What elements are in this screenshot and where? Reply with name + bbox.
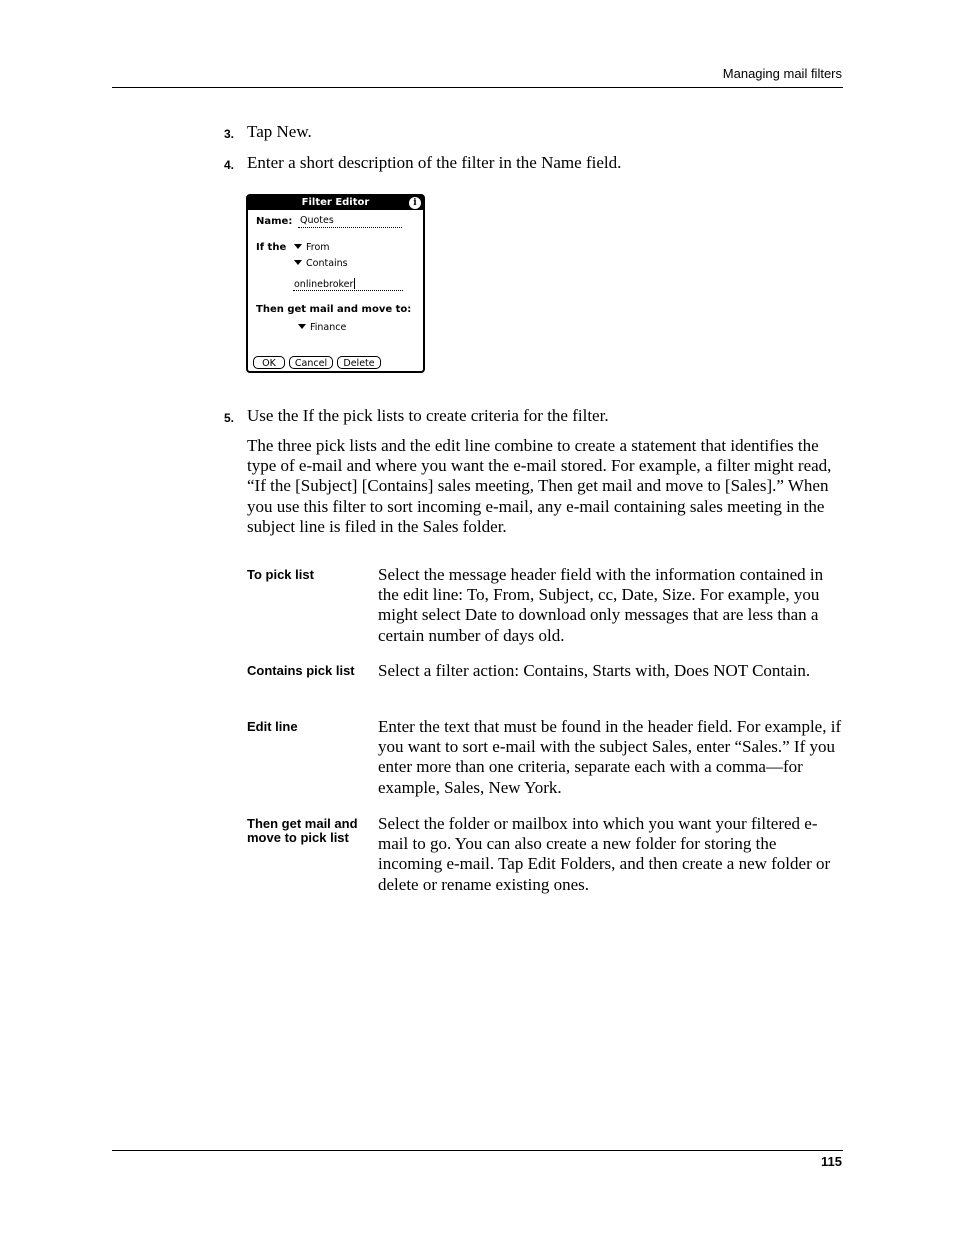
step-number: 3. <box>224 127 235 141</box>
definition-term: Edit line <box>247 719 298 734</box>
if-the-label: If the <box>256 242 287 253</box>
definition-term: To pick list <box>247 567 314 582</box>
filter-editor-title: Filter Editor <box>248 196 423 210</box>
step-text: Enter a short description of the filter in the Name field. <box>247 153 622 172</box>
ok-button[interactable]: OK <box>253 356 285 369</box>
page-number: 115 <box>821 1154 842 1169</box>
dropdown-triangle-icon <box>294 244 302 249</box>
step-text: Tap New. <box>247 122 312 141</box>
edit-line[interactable]: onlinebroker <box>294 279 354 290</box>
info-icon[interactable]: i <box>409 197 421 209</box>
dropdown-triangle-icon <box>294 260 302 265</box>
step-number: 5. <box>224 411 235 425</box>
explanation-paragraph: The three pick lists and the edit line combine to create a statement that identifies the type of e-mail and where you want the e-mail stored. For example, a filter might read, “If the [Subject] [Contains] sales meeting, Then get mail and move to [Sales].” When you use this filter to sort incoming e-mail, any e-mail containing sales meeting in the subject line is filed in the Sales folder. <box>247 436 832 536</box>
definition-description: Enter the text that must be found in the header field. For example, if you want to sort e-mail with the subject Sales, enter “Sales.” If you enter more than one criteria, separate each with a comma—for example, Sales, New York. <box>378 717 842 797</box>
definition-term: Then get mail and move to pick list <box>247 816 358 845</box>
step-number: 4. <box>224 158 235 172</box>
filter-editor-screen <box>246 194 425 373</box>
dropdown-triangle-icon <box>298 324 306 329</box>
definition-term: Contains pick list <box>247 663 355 678</box>
definition-description: Select a filter action: Contains, Starts with, Does NOT Contain. <box>378 661 811 680</box>
step-text: Use the If the pick lists to create criteria for the filter. <box>247 406 609 425</box>
edit-line-underline <box>293 290 403 291</box>
if-field-picklist[interactable]: From <box>294 242 330 253</box>
then-move-label: Then get mail and move to: <box>256 304 412 315</box>
name-field-underline <box>298 227 402 228</box>
folder-picklist[interactable]: Finance <box>298 322 346 333</box>
definition-description: Select the folder or mailbox into which you want your filtered e-mail to go. You can also create a new folder for storing the incoming e-mail. Tap Edit Folders, and then create a new folder or delete or rename existing ones. <box>378 814 831 894</box>
text-cursor <box>354 278 355 289</box>
header-rule <box>112 87 843 88</box>
running-header: Managing mail filters <box>722 66 842 81</box>
footer-rule <box>112 1150 843 1151</box>
contains-picklist[interactable]: Contains <box>294 258 348 269</box>
name-field[interactable]: Quotes <box>300 215 334 226</box>
delete-button[interactable]: Delete <box>337 356 381 369</box>
cancel-button[interactable]: Cancel <box>289 356 333 369</box>
definition-description: Select the message header field with the information contained in the edit line: To, From, Subject, cc, Date, Size. For example, you might select Date to download only messages that are less than a certain number of days old. <box>378 565 824 645</box>
name-label: Name: <box>256 216 293 227</box>
